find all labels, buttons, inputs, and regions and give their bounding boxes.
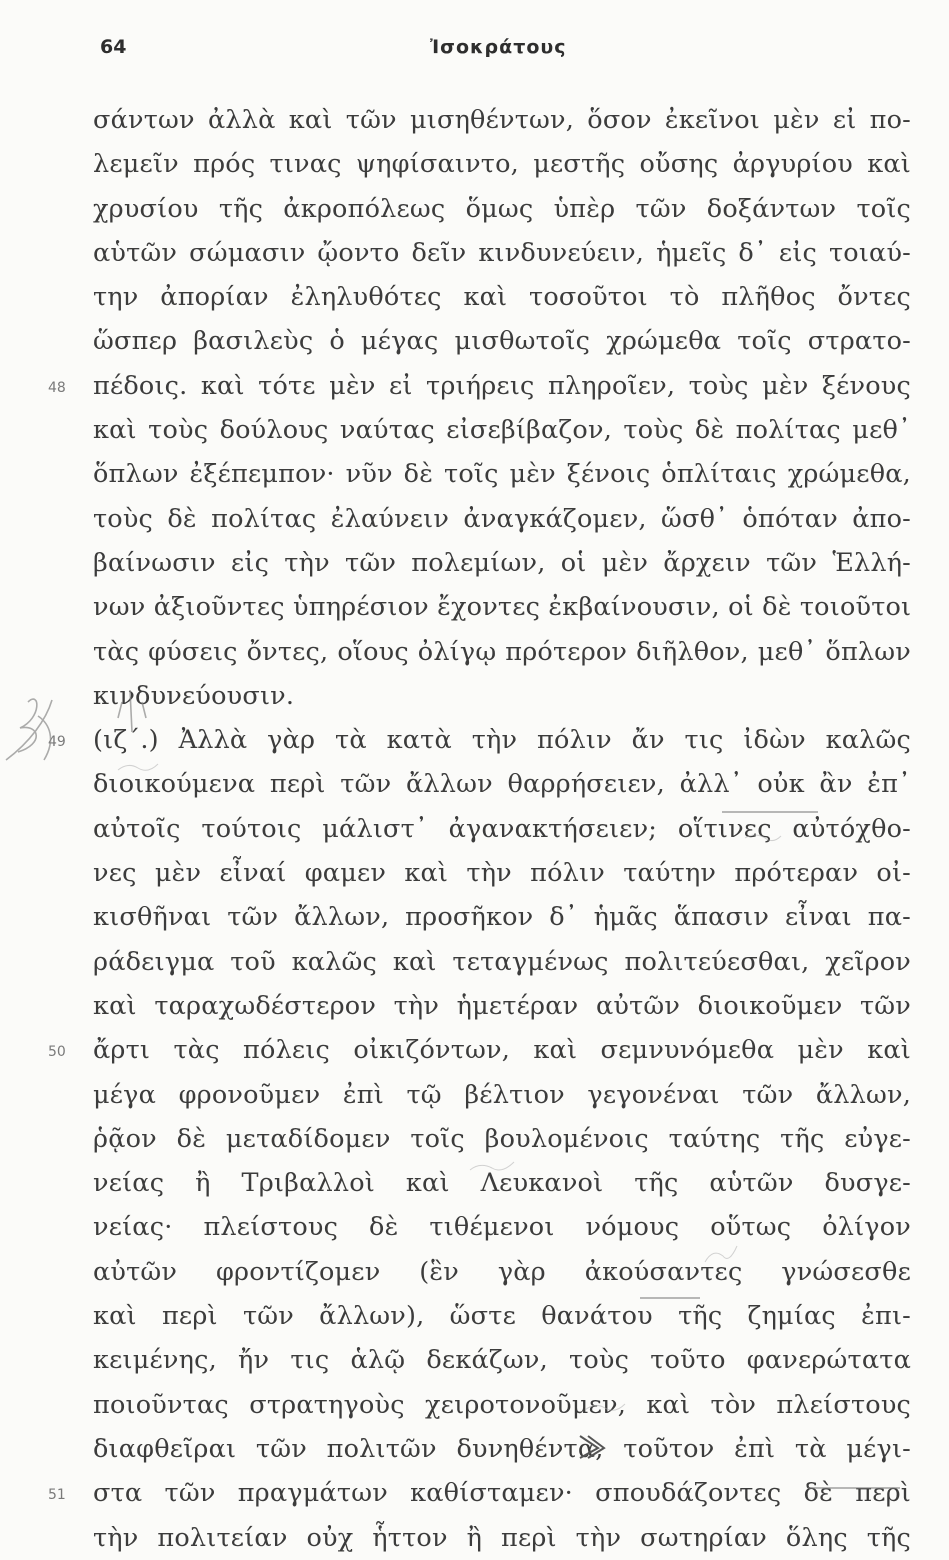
line-text: σάντων ἀλλὰ καὶ τῶν μισηθέντων, ὅσον ἐκεῖνοι μὲν εἰ πο- xyxy=(93,105,911,135)
line-text: καὶ ταραχωδέστερον τὴν ἡμετέραν αὐτῶν διοικοῦμεν τῶν xyxy=(93,990,911,1021)
line-text: κειμένης, ἤν τις ἁλῷ δεκάζων, τοὺς τοῦτο φανερώτατα xyxy=(93,1345,911,1376)
line-text: νείας ἢ Τριβαλλοὶ καὶ Λευκανοὶ τῆς αὑτῶν δυσγε- xyxy=(93,1168,911,1199)
text-line xyxy=(0,187,949,231)
text-line xyxy=(0,851,949,895)
line-text: κισθῆναι τῶν ἄλλων, προσῆκον δ᾽ ἡμᾶς ἅπασιν εἶναι πα- xyxy=(93,902,911,933)
line-text: πέδοις. καὶ τότε μὲν εἰ τριήρεις πληροῖεν, τοὺς μὲν ξένους xyxy=(93,370,911,401)
line-text: μέγα φρονοῦμεν ἐπὶ τῷ βέλτιον γεγονέναι τῶν ἄλλων, xyxy=(93,1079,911,1110)
text-line xyxy=(0,984,949,1028)
text-line xyxy=(0,541,949,585)
line-text: τὴν πολιτείαν οὐχ ἧττον ἢ περὶ τὴν σωτηρίαν ὅλης τῆς xyxy=(93,1522,911,1553)
text-line xyxy=(0,1161,949,1205)
line-text: νείας· πλείστους δὲ τιθέμενοι νόμους οὕτως ὀλίγον xyxy=(93,1212,911,1243)
text-line xyxy=(0,1028,949,1072)
line-text: ὅπλων ἐξέπεμπον· νῦν δὲ τοῖς μὲν ξένοις ὁπλίταις χρώμεθα, xyxy=(93,459,911,490)
text-line xyxy=(0,895,949,939)
text-line xyxy=(0,1117,949,1161)
line-text: ῥᾷον δὲ μεταδίδομεν τοῖς βουλομένοις ταύτης τῆς εὐγε- xyxy=(93,1123,911,1154)
line-text: ὥσπερ βασιλεὺς ὁ μέγας μισθωτοῖς χρώμεθα τοῖς στρατο- xyxy=(93,326,911,357)
text-line xyxy=(0,1338,949,1382)
page-number: 64 xyxy=(100,36,127,58)
text-line xyxy=(0,319,949,363)
text-line xyxy=(0,231,949,275)
text-line xyxy=(0,940,949,984)
text-line xyxy=(0,1427,949,1471)
line-text: (ιζ΄.) Ἀλλὰ γὰρ τὰ κατὰ τὴν πόλιν ἄν τις ἰδὼν καλῶς xyxy=(93,725,911,756)
section-number: 49 xyxy=(48,734,66,751)
text-line xyxy=(0,98,949,142)
line-text: διοικούμενα περὶ τῶν ἄλλων θαρρήσειεν, ἀλλ᾽ οὐκ ἂν ἐπ᾽ xyxy=(93,769,911,800)
text-line xyxy=(0,1383,949,1427)
line-text: λεμεῖν πρός τινας ψηφίσαιντο, μεστῆς οὔσης ἀργυρίου καὶ xyxy=(93,149,911,180)
line-text: νες μὲν εἶναί φαμεν καὶ τὴν πόλιν ταύτην πρότεραν οἰ- xyxy=(93,858,911,889)
line-text: καὶ περὶ τῶν ἄλλων), ὥστε θανάτου τῆς ζημίας ἐπι- xyxy=(93,1301,911,1332)
running-head xyxy=(0,36,949,66)
line-text: αὐτοῖς τούτοις μάλιστ᾽ ἀγανακτήσειεν; οἵτινες αὐτόχθο- xyxy=(93,813,911,844)
line-text: βαίνωσιν εἰς τὴν τῶν πολεμίων, οἱ μὲν ἄρχειν τῶν Ἑλλή- xyxy=(93,547,911,578)
text-line xyxy=(0,1073,949,1117)
section-number: 48 xyxy=(48,379,66,396)
line-text: τὰς φύσεις ὄντες, οἵους ὀλίγῳ πρότερον διῆλθον, μεθ᾽ ὅπλων xyxy=(93,636,911,667)
text-line xyxy=(0,275,949,319)
line-text: την ἀπορίαν ἐληλυθότες καὶ τοσοῦτοι τὸ πλῆθος ὄντες xyxy=(93,282,911,313)
line-text: καὶ τοὺς δούλους ναύτας εἰσεβίβαζον, τοὺς δὲ πολίτας μεθ᾽ xyxy=(93,415,911,446)
text-line xyxy=(0,408,949,452)
line-text: αὑτῶν σώμασιν ᾤοντο δεῖν κινδυνεύειν, ἡμεῖς δ᾽ εἰς τοιαύ- xyxy=(93,237,911,268)
text-line xyxy=(0,142,949,186)
line-text: ἄρτι τὰς πόλεις οἰκιζόντων, καὶ σεμνυνόμεθα μὲν καὶ xyxy=(93,1035,911,1066)
text-line xyxy=(0,585,949,629)
greek-text-body xyxy=(0,98,949,1560)
text-line xyxy=(0,497,949,541)
text-line xyxy=(0,452,949,496)
line-text: νων ἀξιοῦντες ὑπηρέσιον ἔχοντες ἐκβαίνουσιν, οἱ δὲ τοιοῦτοι xyxy=(93,592,912,623)
text-line xyxy=(0,762,949,806)
line-text: στα τῶν πραγμάτων καθίσταμεν· σπουδάζοντες δὲ περὶ xyxy=(93,1478,911,1509)
text-line xyxy=(0,674,949,718)
text-line xyxy=(0,1516,949,1560)
text-line xyxy=(0,1205,949,1249)
line-text: αὐτῶν φροντίζομεν (ἓν γὰρ ἀκούσαντες γνώσεσθε xyxy=(93,1256,911,1287)
running-title: Ἰσοκράτους xyxy=(430,36,567,58)
line-text: ποιοῦντας στρατηγοὺς χειροτονοῦμεν, καὶ τὸν πλείστους xyxy=(93,1389,911,1420)
line-text: διαφθεῖραι τῶν πολιτῶν δυνηθέντα, τοῦτον ἐπὶ τὰ μέγι- xyxy=(93,1433,911,1464)
section-number: 51 xyxy=(48,1487,66,1504)
text-line xyxy=(0,1471,949,1515)
line-text: τοὺς δὲ πολίτας ἐλαύνειν ἀναγκάζομεν, ὥσθ᾽ ὁπόταν ἀπο- xyxy=(93,503,911,534)
line-text: χρυσίου τῆς ἀκροπόλεως ὅμως ὑπὲρ τῶν δοξάντων τοῖς xyxy=(93,193,911,224)
text-line xyxy=(0,1250,949,1294)
text-line xyxy=(0,807,949,851)
line-text: ράδειγμα τοῦ καλῶς καὶ τεταγμένως πολιτεύεσθαι, χεῖρον xyxy=(93,946,911,977)
line-text: κινδυνεύουσιν. xyxy=(93,680,295,711)
text-line xyxy=(0,718,949,762)
text-line xyxy=(0,364,949,408)
text-line xyxy=(0,630,949,674)
section-number: 50 xyxy=(48,1044,66,1061)
text-line xyxy=(0,1294,949,1338)
